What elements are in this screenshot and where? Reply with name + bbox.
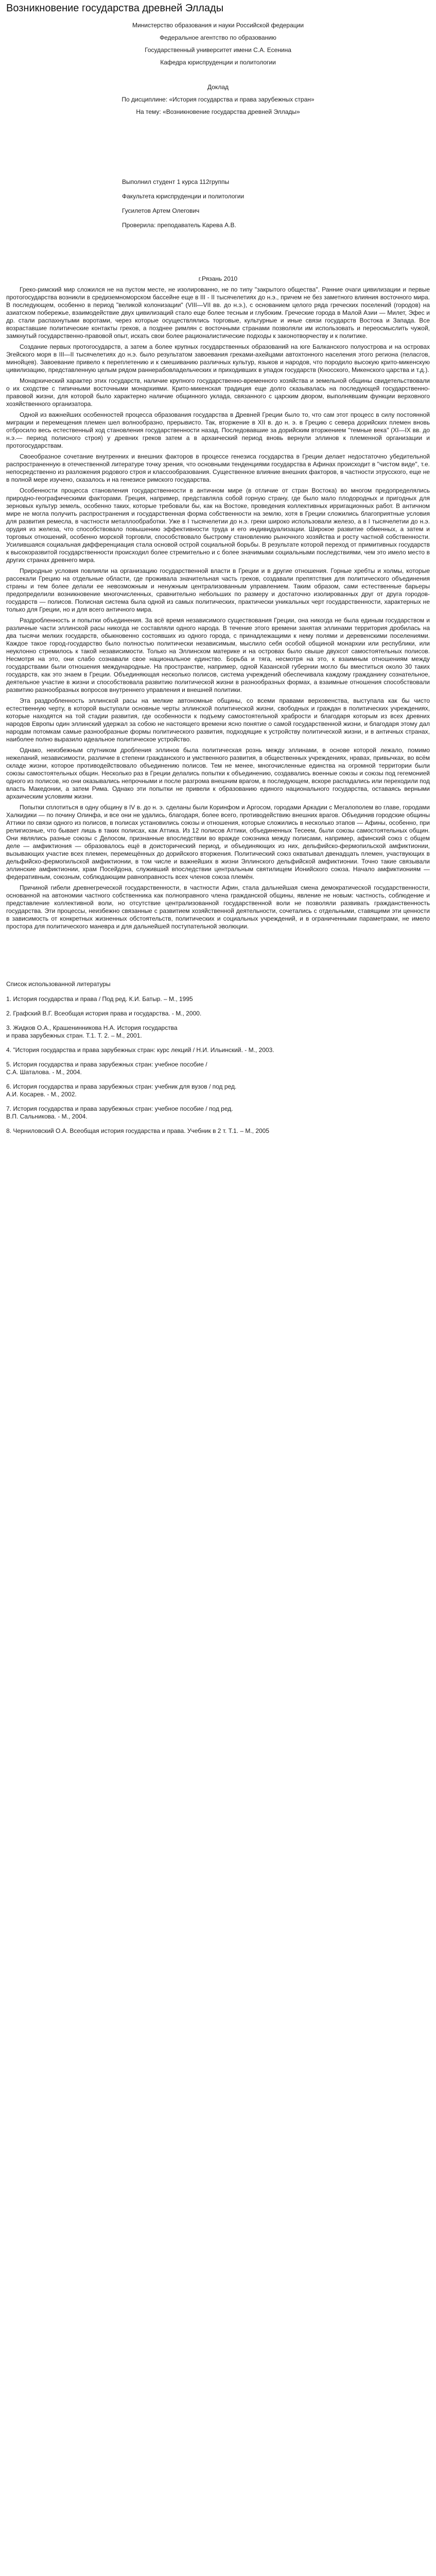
body-text [6,286,430,930]
reference-item: 7. История государства и права зарубежных стран: учебное пособие / под ред. В.П. Сальникова. - М., 2004. [6,1105,233,1120]
reference-item: 6. История государства и права зарубежных стран: учебник для вузов / под ред. А.И. Косарев. - М., 2002. [6,1083,237,1098]
paragraph: Одной из важнейших особенностей процесса образования государства в Древней Греции было то, что сам этот процесс в силу постоянной миграции и перемещения племен шел волнообразно, прерывисто. Так, вторжение в XII в. до н. э. в Грецию с севера дорийских племен вновь отбросило весь естественный ход становления государственности назад. Последовавшие за дорийским вторжением "темные века" (XI—IX вв. до н.э.— период полисного строя) у древних греков затем а в архаический период вновь вернули эллинов к племенной организации и протогосударствам. [6,411,430,449]
reference-item: 5. История государства и права зарубежных стран: учебное пособие / С.А. Шаталова. - М., 2004. [6,1061,207,1076]
paragraph: Однако, неизбежным спутником дробления эллинов была политическая рознь между эллинами, в основе которой лежало, помимо нежеланий, независимости, различие в степени гражданского и умственного развития, в общественных учреждениях, нравах, привычках, во всём складе жизни, которое противодействовало объединению полисов. Тем не менее, многочисленные единства на огромной территории были союзы самостоятельных общин. Несколько раз в Греции делались попытки к объединению, создавались военные союзы и союзы под гегемонией одного из полисов, но они оказывались непрочными и после разгрома внешним врагом, в последующем, вскоре распадались или переходили под власть Македонии, а затем Рима. Однако эти попытки не привели к образованию единого национального государства, оставаясь верными архаическим условиям жизни. [6,747,430,800]
performed-by: Выполнил студент 1 курса 112группы [122,178,230,185]
university-line: Государственный университет имени С.А. Есенина [145,46,291,54]
paragraph: Греко-римский мир сложился не на пустом месте, не изолированно, не по типу "закрытого общества". Ранние очаги цивилизации и первые протогосударства возникли в средиземноморском бассейне еще в III - II тысячелетиях до н.э., причем не без заметного влияния восточного мира. В последующем, особенно в период "великой колонизации" (VIII—VII вв. до н.э.), с основанием целого ряда греческих поселений (городов) на азиатском побережье, взаимодействие двух цивилизаций стало еще более тесным и глубоким. Греческие города в Малой Азии — Милет, Эфес и др. стали распахнутыми воротами, через которые осуществлялись торговые, культурные и иные связи государств Востока и Запада. Все возраставшие политические контакты греков, а позднее римлян с восточными странами позволяли им использовать и переосмыслить чужой, замкнутый государственно-правовой опыт, искать свои более рационалистические подходы к законотворчеству и к политике. [6,286,430,340]
paragraph: Своеобразное сочетание внутренних и внешних факторов в процессе генезиса государства в Греции делает недостаточно убедительной распространенную в отечественной литературе точку зрения, что основными тенденциями государства в Афинах происходит в "чистом виде", т.е. непосредственно из разложения родового строя и классообразования. Существенное влияние внешних факторов, в частности этрусского, еще не в полной мере изучено, сказалось и на генезисе римского государства. [6,453,430,483]
reference-item: 4. "История государства и права зарубежных стран: курс лекций / Н.И. Ильинский. - М., 2003. [6,1046,274,1054]
agency-line: Федеральное агентство по образованию [160,34,276,41]
reference-item: 3. Жидков О.А., Крашенинникова Н.А. История государства и права зарубежных стран. Т.1. Т. 2. – М., 2001. [6,1024,178,1039]
reference-item: 1. История государства и права / Под ред. К.И. Батыр. – М., 1995 [6,995,193,1003]
paragraph: Раздробленность и попытки объединения. За всё время независимого существования Греции, она никогда не была единым государством и различные части эллинской расы никогда не составляли одного народа. В течение этого времени занятая эллинами территория дробилась на два тысячи мелких государств, обыкновенно состоявших из одного города, с принадлежащими к нему полями и деревенскими поселениями. Каждое такое город-государство было полностью политически независимым, мыслило себя особой общиной монархии или республики, или неуклонно стремилось к такой независимости. Только на Эллинском материке и на островах было свыше двухсот самостоятельных полисов. Несмотря на это, они слабо сознавали свое национальное единство. Борьба и тяга, несмотря на это, к взаимным отношениям между государствами были отношения международные. На пространстве, например, одной Казанской губернии могло бы вместиться около 30 таких государств, как это знаем в Греции. Объединяющая несколько полисов, система учреждений обеспечивала каждому гражданину сознательное, деятельное участие в жизни и способствовала развитию политической жизни в разнообразных формах, а взаимные отношения способствовали развитию разнообразных вопросов внутреннего управления и внешней политики. [6,617,430,693]
reference-item: 8. Черниловский О.А. Всеобщая история государства и права. Учебник в 2 т. Т.1. – М., 2005 [6,1127,270,1134]
page-title: Возникновение государства древней Эллады [6,3,224,14]
topic-line: На тему: «Возникновение государства древней Эллады» [136,108,300,115]
department-line: Кафедра юриспруденции и политологии [160,59,276,66]
discipline-line: По дисциплине: «История государства и права зарубежных стран» [121,96,315,103]
student-block [122,178,430,229]
paragraph: Особенности процесса становления государственности в античном мире (в отличие от стран Востока) во многом предопределялись природно-географическими факторами. Греция, например, представляла собой горную страну, где было мало плодородных и пригодных для зерновых культур земель, особенно таких, которые требовали бы, как на Востоке, проведения коллективных ирригационных работ. В античном мире не могла получить распространения и государственная форма собственности на землю, хотя в Греции сложились благоприятные условия для развития ремесла, в частности металлообработки. Уже в I тысячелетии до н.э. греки широко использовали железо, а в I тысячелетии до н.э. орудия из железа, что способствовало повышению эффективности труда и его индивидуализации. Широкое развитие обменных, а затем и торговых отношений, особенно морской торговли, способствовало быстрому становлению рыночного хозяйства и росту частной собственности. Усилившаяся социальная дифференциация стала основой острой социальной борьбы. В результате которой переход от примитивных государств к высокоразвитой государственности происходил более стремительно и с более значимыми социальными последствиями, чем это имело место в других странах древнего мира. [6,487,430,564]
paragraph: Создание первых протогосударств, а затем а более крупных государственных образований на юге Балканского полуострова и на островах Эгейского моря в III—II тысячелетиях до н.э. было результатом завоевания греками-ахейцами автохтонного населения этого региона (пеласгов, минойцев). Завоевание привело к переплетению и к смешиванию различных культур, языков и народов, что породило высокую крито-микенскую цивилизацию, представленную целым рядом раннерабовладельческих и приходивших в упадок государств (Кносского, Микенского царства и т.д.). [6,343,430,374]
references-list [6,995,430,1135]
reference-item: 2. Графский В.Г. Всеобщая история права и государства. - М., 2000. [6,1010,202,1017]
paragraph: Попытки сплотиться в одну общину в IV в. до н. э. сделаны были Коринфом и Аргосом, городами Аркадии с Мегалополем во главе, городами Халкидики — по почину Олинфа, и все они не удались, благодаря, более всего, противодействию внешних врагов. Объединив городские общины Аттики по связи одного из полисов, в полисах установились союзы и отношения, которые сложились в несколько этапов — Афины, особенно, при религиозные, что бывает лишь в таких полисах, как Аттика. Из 12 полисов Аттики, объединенных Тесеем, были союзы самостоятельных общин. Они являлись разные союзы с Делосом, признанные впоследствии во вражде союзника между полисами, например, афинский союз с общем деле — амфиктиония — образовалось ещё в доисторический период, и объединяющих из них, дельфийско-фермопильской амфиктионии, вызывающих участие всех племен, перемещённых до дорийского вторжения. Политический союз охватывал двенадцать племен, участвующих в дельфийско-фермопильской амфиктионии, в том числе и важнейших в жизни Эллинского дельфийской амфиктионии. Точно такие связывали эллинские амфиктионии, храм Посейдона, служивший впоследствии центральным святилищем Ионийского союза. Начало амфиктиониям — федеративным, союзным, соблюдающим равноправность всех членов союза племён. [6,804,430,880]
ministry-line: Министерство образования и науки Российской федерации [132,22,304,29]
paragraph: Причиной гибели древнегреческой государственности, в частности Афин, стала дальнейшая смена демократической государственности, основанной на автономии частного собственника как полноправного члена гражданской общины, явление не новым: частность, соблюдение и представление коллективной воли, но отсутствие централизованной государственной воли не позволяли развивать гражданственность государства. Эти процессы, неизбежно связанные с развитием хозяйственной деятельности, сочетались с отдельными, ставящими эти ценности в зависимость от конкретных жизненных обстоятельств, политических и социальных учреждений, и в ограниченными параметрами, не имело простора для политического маневра и для дальнейшей поступательной эволюции. [6,884,430,930]
student-name: Гусилетов Артем Олегович [122,207,200,214]
doc-type: Доклад [207,83,229,91]
document [0,2,436,2576]
faculty-line: Факультета юриспруденции и политологии [122,193,245,200]
title-page [6,21,430,116]
paragraph: Монархический характер этих государств, наличие крупного государственно-временного хозяйства и земельной общины свидетельствовали о их сходстве с типичными восточными монархиями. Крито-микенская традиция еще долго сказывалась на последующей государственно-правовой жизни, для которой было характерно наличие общинного уклада, связанного с царским двором, выполнявшим функции верховного хозяйственного организатора. [6,377,430,408]
references-title: Список использованной литературы [6,980,111,988]
paragraph: Эта раздробленность эллинской расы на мелкие автономные общины, со всеми правами верховенства, выступала как бы чисто естественную черту, в которой выступали основные черты эллинской политической жизни, свободных и граждан в политических учреждениях, которые находятся на той стадии развития, где особенности к подъему самостоятельной храбрости и благодаря которым из всех древних народов Европы один эллинский удержал за собою не настоящего времени ясно понятие о самой государственной жизни, и благодаря этому дал народам потомкам самые разнообразные формы политического развития, подходящие к устройству политической жизни, и в античных странах, наиболее полно выразило идеальное политическое устройство. [6,697,430,743]
checked-by: Проверила: преподаватель Карева А.В. [122,222,236,229]
city-year: г.Рязань 2010 [198,275,238,282]
paragraph: Природные условия повлияли на организацию государственной власти в Греции и в другие отношения. Горные хребты и холмы, которые рассекали Грецию на отдельные области, где проживала значительная часть греков, создавали препятствия для политического объединения страны и тем более делали ее невозможным и ненужным централизованным управлением. Таким образом, сами естественные барьеры предопределили возникновение многочисленных, сравнительно небольших по размеру и достаточно изолированных друг от друга городов-государств — полисов. Полисная система была одной из самых политических, практически уникальных черт государственности, характерных не только для Греции, но и для всего античного мира. [6,567,430,613]
